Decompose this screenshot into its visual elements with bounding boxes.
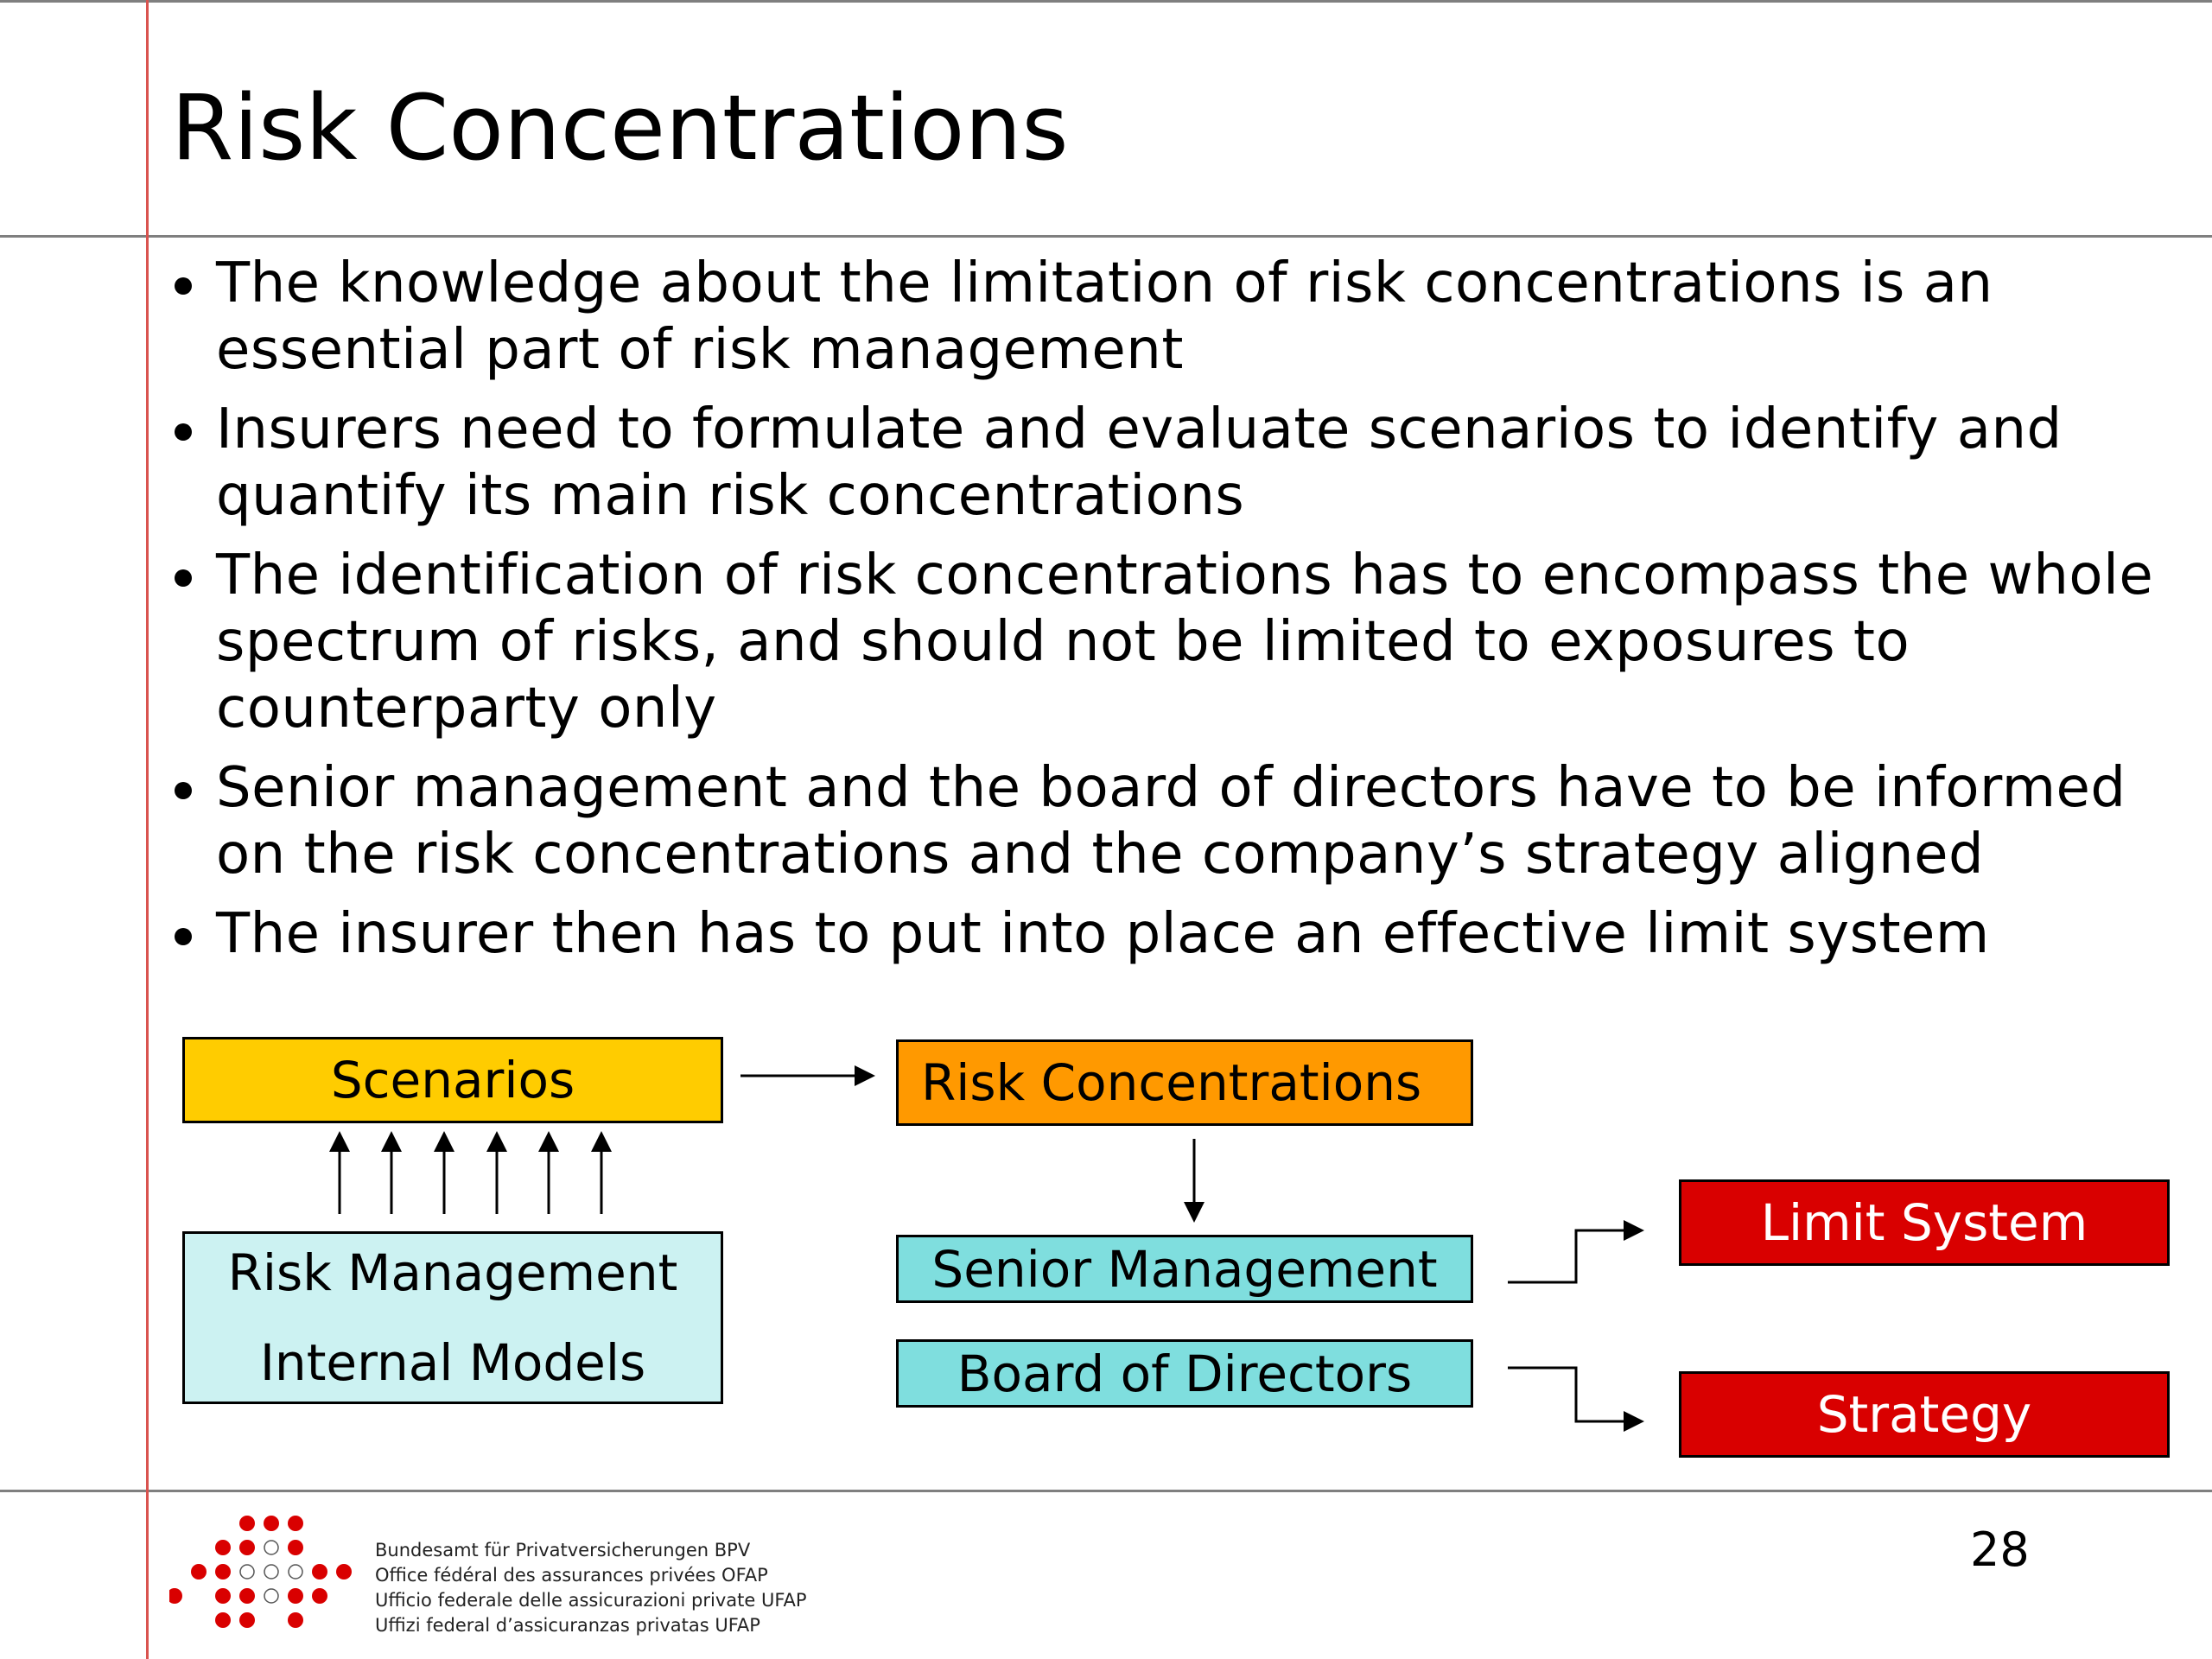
strategy-label: Strategy bbox=[1816, 1385, 2032, 1444]
risk-management-models-box bbox=[182, 1231, 723, 1404]
bullet-text: The identification of risk concentrations has to encompass the whole spectrum of risks, and should not be limited to exposures to counterparty only bbox=[216, 543, 2154, 741]
limit-system-label: Limit System bbox=[1760, 1193, 2088, 1252]
arrow-senior-to-limit bbox=[1508, 1230, 1642, 1282]
senior-management-box bbox=[896, 1235, 1473, 1303]
footer-org-names bbox=[375, 1538, 807, 1638]
internal-models-label: Internal Models bbox=[259, 1333, 646, 1392]
scenarios-box bbox=[182, 1037, 723, 1123]
limit-system-box bbox=[1679, 1179, 2170, 1266]
risk-concentrations-box bbox=[896, 1039, 1473, 1126]
bullet-text: The insurer then has to put into place an effective limit system bbox=[216, 902, 1990, 966]
footer-org-line: Office fédéral des assurances privées OFAP bbox=[375, 1565, 768, 1586]
board-of-directors-label: Board of Directors bbox=[957, 1344, 1413, 1403]
arrow-board-to-strategy bbox=[1508, 1368, 1642, 1421]
risk-management-label: Risk Management bbox=[227, 1243, 678, 1302]
footer-org-line: Ufficio federale delle assicurazioni private UFAP bbox=[375, 1590, 807, 1611]
footer-org-line: Uffizi federal d’assicuranzas privatas UFAP bbox=[375, 1615, 760, 1636]
page-number: 28 bbox=[1970, 1522, 2030, 1577]
page-title: Risk Concentrations bbox=[171, 75, 1069, 181]
board-of-directors-box bbox=[896, 1339, 1473, 1408]
bullet-text: The knowledge about the limitation of risk concentrations is an essential part of risk management bbox=[216, 251, 1993, 382]
bullet-text: Insurers need to formulate and evaluate scenarios to identify and quantify its main risk concentrations bbox=[216, 397, 2063, 528]
footer-org-line: Bundesamt für Privatversicherungen BPV bbox=[375, 1540, 751, 1560]
scenarios-label: Scenarios bbox=[330, 1051, 575, 1109]
bullet-text: Senior management and the board of directors have to be informed on the risk concentrations and the company’s strategy aligned bbox=[216, 756, 2126, 887]
risk-concentrations-label: Risk Concentrations bbox=[921, 1053, 1422, 1112]
swiss-cross-logo-icon bbox=[169, 1514, 359, 1635]
strategy-box bbox=[1679, 1371, 2170, 1458]
senior-management-label: Senior Management bbox=[931, 1239, 1438, 1299]
